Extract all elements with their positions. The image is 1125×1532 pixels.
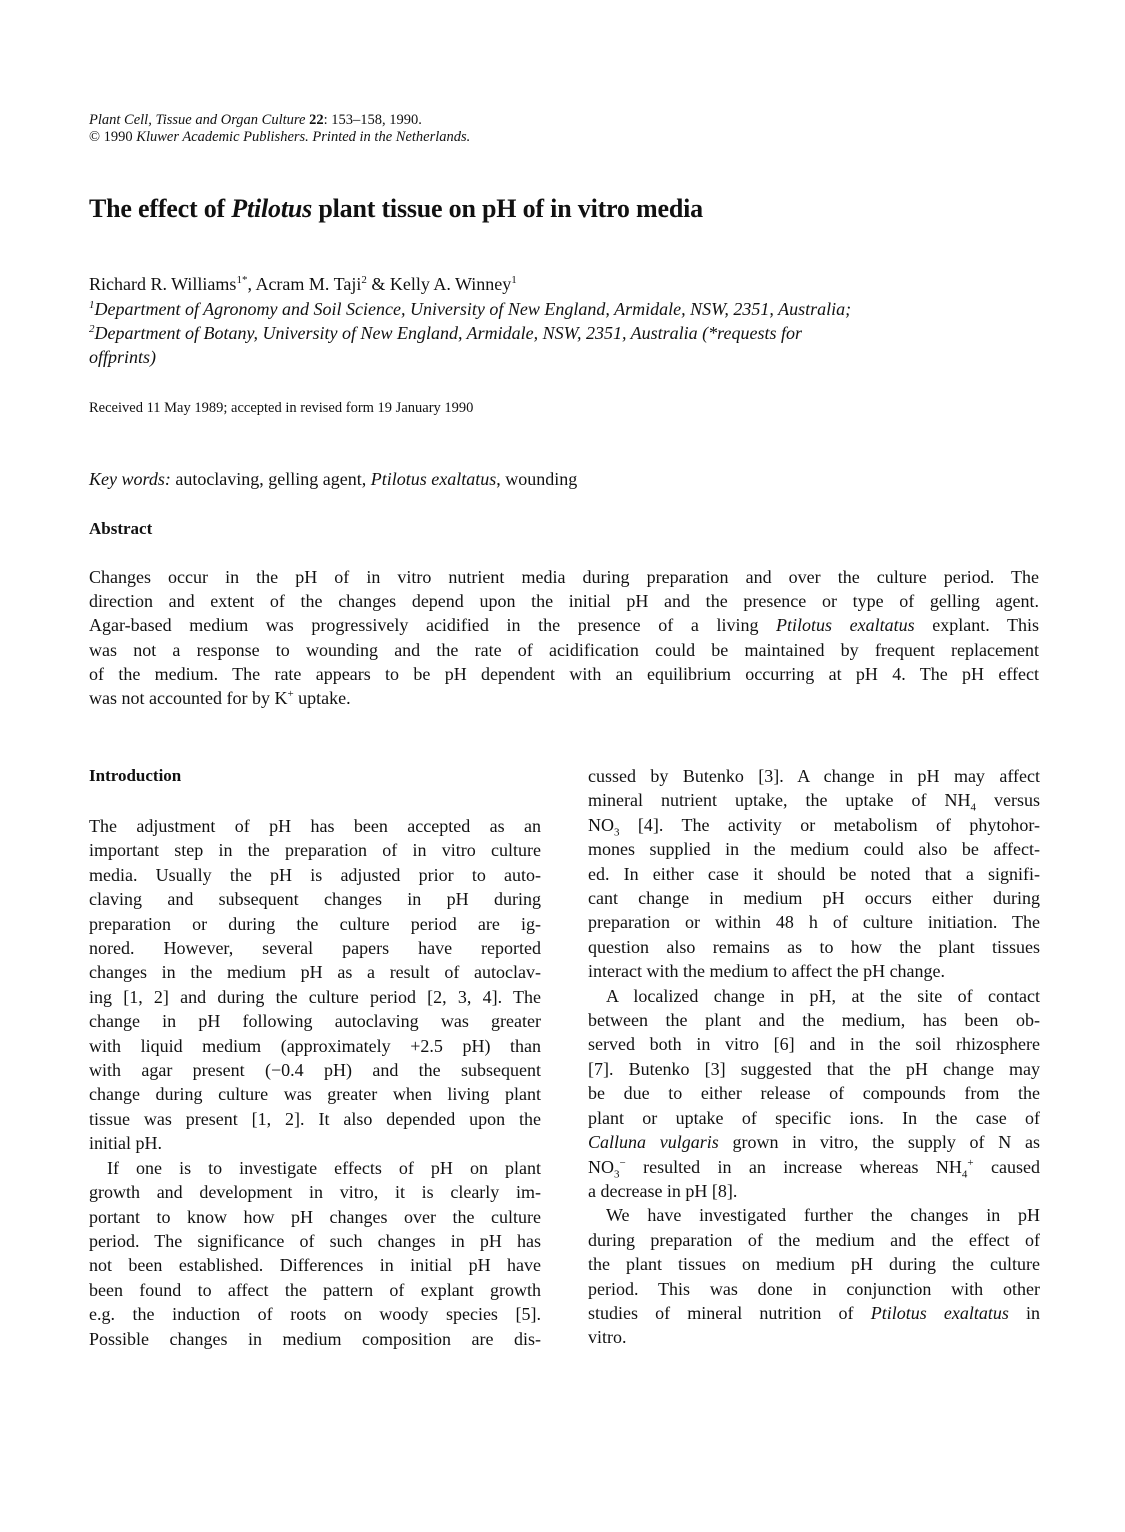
text-line: tissue was present [1, 2]. It also depended upon the: [89, 1108, 541, 1129]
affiliation-2: $^2$Department of Botany, University of New England, Armidale, NSW, 2351, Australia (*requests for: [89, 323, 802, 343]
affiliations: [89, 297, 1049, 369]
publisher: Kluwer Academic Publishers. Printed in the Netherlands.: [136, 129, 471, 145]
text-line: not been established. Differences in initial pH have: [89, 1255, 541, 1276]
text-line: mineral nutrient uptake, the uptake of $NH_4$ versus: [588, 790, 1040, 814]
text-line: period. This was done in conjunction with other: [588, 1278, 1040, 1299]
journal-citation: [89, 112, 470, 129]
author-williams: Richard R. Williams: [89, 274, 237, 294]
text-line: studies of mineral nutrition of Ptilotus exaltatus in: [588, 1302, 1040, 1323]
text-line: $NO_3^-$ resulted in an increase whereas $NH_4^+$ caused: [588, 1156, 1040, 1181]
keywords-label: Key words:: [89, 469, 171, 489]
text-line: We have investigated further the changes in pH: [606, 1205, 1040, 1226]
text-line: cussed by Butenko [3]. A change in pH may affect: [588, 766, 1040, 786]
text-line: during preparation of the medium and the effect of: [588, 1229, 1040, 1250]
text-line: claving and subsequent changes in pH during: [89, 889, 541, 910]
journal-volume: 22: [309, 112, 324, 128]
text-line: between the plant and the medium, has been ob-: [588, 1010, 1040, 1031]
text-line: interact with the medium to affect the pH change.: [588, 961, 946, 982]
text-line: If one is to investigate effects of pH on plant: [107, 1157, 541, 1178]
text-line: media. Usually the pH is adjusted prior to auto-: [89, 864, 541, 885]
journal-header: [89, 112, 470, 146]
affiliation-1: $^1$Department of Agronomy and Soil Science, University of New England, Armidale, NSW, 2351, Australia;: [89, 299, 852, 319]
text-line: served both in vitro [6] and in the soil rhizosphere: [588, 1034, 1040, 1055]
affiliation-2-cont: offprints): [89, 347, 157, 367]
introduction-heading: Introduction: [89, 766, 182, 785]
copyright-line: [89, 129, 470, 146]
text-line: The adjustment of pH has been accepted as an: [89, 816, 541, 836]
text-line: mones supplied in the medium could also be affect-: [588, 839, 1040, 860]
text-line: preparation or during the culture period are ig-: [89, 913, 541, 934]
text-line: preparation or within 48 h of culture initiation. The: [588, 912, 1040, 933]
copyright-icon: ©: [89, 129, 101, 145]
abstract-heading: Abstract: [89, 519, 153, 538]
text-line: ing [1, 2] and during the culture period [2, 3, 4]. The: [89, 986, 541, 1007]
text-line: growth and development in vitro, it is clearly im-: [89, 1182, 541, 1203]
text-line: Possible changes in medium composition are dis-: [89, 1328, 541, 1349]
text-line: a decrease in pH [8].: [588, 1180, 738, 1201]
text-line: initial pH.: [89, 1133, 162, 1154]
text-line: ed. In either case it should be noted that a signifi-: [588, 863, 1040, 884]
title-genus: Ptilotus: [231, 194, 313, 223]
text-line: change during culture was greater when living plant: [89, 1084, 541, 1105]
text-line: e.g. the induction of roots on woody species [5].: [89, 1304, 541, 1325]
copyright-year: 1990: [100, 129, 137, 145]
intro-right-column: [588, 764, 1040, 1350]
text-line: Calluna vulgaris grown in vitro, the supply of N as: [588, 1132, 1040, 1153]
text-line: be due to either release of compounds from the: [588, 1083, 1040, 1104]
text-line: the plant tissues on medium pH during the culture: [588, 1254, 1040, 1275]
text-line: question also remains as to how the plant tissues: [588, 936, 1040, 957]
text-line: with liquid medium (approximately +2.5 pH) than: [89, 1035, 541, 1056]
text-line: plant or uptake of specific ions. In the case of: [588, 1107, 1040, 1128]
keywords: Key words: autoclaving, gelling agent, Ptilotus exaltatus, wounding: [89, 469, 578, 489]
text-line: vitro.: [588, 1327, 627, 1348]
text-line: cant change in medium pH occurs either during: [588, 888, 1040, 909]
intro-left-column: [89, 814, 541, 1351]
text-line: changes in the medium pH as a result of autoclav-: [89, 962, 541, 983]
paper-title: The effect of Ptilotus plant tissue on pH of in vitro media: [89, 194, 703, 223]
journal-pages: : 153–158, 1990.: [323, 112, 422, 128]
author-winney: & Kelly A. Winney: [366, 274, 512, 294]
text-line: change in pH following autoclaving was greater: [89, 1011, 541, 1032]
text-line: [7]. Butenko [3] suggested that the pH change may: [588, 1058, 1040, 1079]
text-line: nored. However, several papers have reported: [89, 938, 541, 959]
text-line: portant to know how pH changes over the culture: [89, 1206, 541, 1227]
text-line: with agar present (−0.4 pH) and the subsequent: [89, 1060, 541, 1081]
text-line: been found to affect the pattern of explant growth: [89, 1279, 541, 1300]
text-line: $NO_3$ [4]. The activity or metabolism of phytohor-: [588, 814, 1040, 839]
text-line: period. The significance of such changes in pH has: [89, 1230, 541, 1251]
author-list: Richard R. Williams$^{1*}$, Acram M. Taji$^2$ & Kelly A. Winney$^1$: [89, 274, 517, 294]
journal-name: Plant Cell, Tissue and Organ Culture: [89, 112, 306, 128]
text-line: A localized change in pH, at the site of contact: [606, 985, 1040, 1006]
abstract-body: Changes occur in the pH of in vitro nutrient media during preparation and over the culture period. The direction and extent of the changes depend upon the initial pH and the presence or type of gelling agent. Agar-based medium was progressively acidified in the presence of a living Ptilotus exaltatus explant. This was not a response to wounding and the rate of acidification could be maintained by frequent replacement of the medium. The rate appears to be pH dependent with an equilibrium occurring at pH 4. The pH effect was not accounted for by K+ uptake.: [89, 567, 1039, 709]
received-date: Received 11 May 1989; accepted in revised form 19 January 1990: [89, 400, 474, 416]
author-taji: , Acram M. Taji: [247, 274, 362, 294]
text-line: important step in the preparation of in vitro culture: [89, 840, 541, 861]
